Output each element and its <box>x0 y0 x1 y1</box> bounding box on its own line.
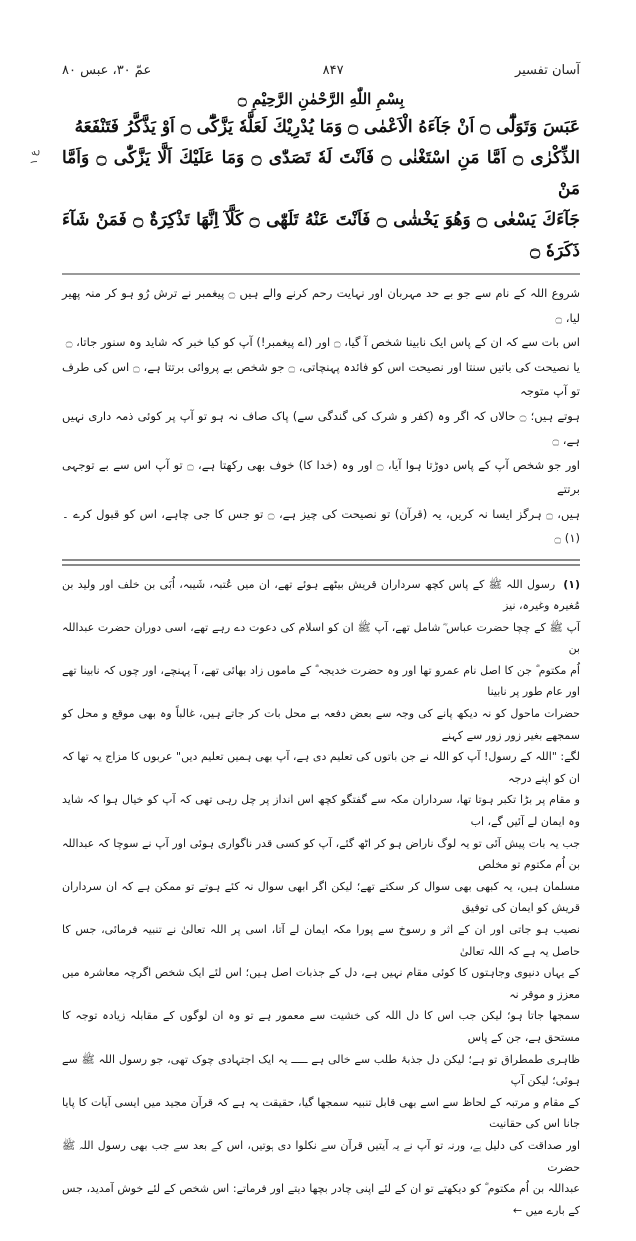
translation-line: یا نصیحت کی باتیں سنتا اور نصیحت اس کو فائدہ پہنچاتی، ۝ جو شخص بے پروائی برتتا ہے، ۝ اس کی طرف تو آپ متوجہ <box>62 359 580 398</box>
footnote-line: جب یہ بات پیش آئی تو یہ لوگ ناراض ہو کر اٹھ گئے، آپ کو کسی قدر ناگواری ہوئی اور آپ نے سوچا کہ عبداللہ بن اُم مکتوم تو مخلص <box>62 836 580 872</box>
arabic-line: عَبَسَ وَتَوَلّٰٓى ۝ اَنْ جَآءَهُ الْاَعْمٰى ۝ وَمَا يُدْرِيْكَ لَعَلَّهٗ يَزَّكّٰٓى ۝ اَوْ يَذَّكَّرُ فَتَنْفَعَهُ <box>74 117 580 137</box>
footnote-line: و مقام پر بڑا تکبر ہوتا تھا، سرداران مکہ سے گفتگو کچھ اس انداز پر چل رہی تھی کہ آپ کو خیال ہوا کہ شاید وہ ایمان لے آئیں گے، اب <box>62 793 580 829</box>
verse-translation-divider <box>62 273 580 275</box>
footnote-number: (۱) <box>563 577 580 591</box>
footnote-line: ظاہری طمطراق تو ہے؛ لیکن دل جذبۂ طلب سے خالی ہے ـــــ یہ ایک اجتہادی چوک تھی، جو رسول اللہ ﷺ سے ہوئی؛ لیکن آپ <box>62 1052 580 1088</box>
arabic-verses <box>62 112 580 267</box>
footnote-line: نصیب ہو جاتی اور ان کے اثر و رسوخ سے پورا مکہ ایمان لے آتا، اسی پر اللہ تعالیٰ نے تنبیہ فرمائی، جس کا حاصل یہ ہے کہ اللہ تعالیٰ <box>62 923 580 958</box>
footnote-line: اُم مکتوم ؓ جن کا اصل نام عمرو تھا اور وہ حضرت خدیجہ ؓ کے ماموں زاد بھائی تھے، آ پہنچے، اور چوں کہ نابینا تھے اور عام طور پر نابینا <box>62 663 580 699</box>
urdu-translation <box>62 281 580 551</box>
footnote-line: کے مقام و مرتبہ کے لحاظ سے اسے بھی قابل تنبیہ سمجھا گیا، حقیقت یہ ہے کہ قرآن مجید میں ایسی آیات کا پایا جانا اس کی حقانیت <box>62 1095 580 1131</box>
page-number: ۸۴۷ <box>322 63 344 78</box>
page-header <box>62 60 580 82</box>
arabic-line: جَآءَكَ يَسْعٰى ۝ وَهُوَ يَخْشٰى ۝ فَاَنْتَ عَنْهُ تَلَهّٰى ۝ كَلَّآ اِنَّهَا تَذْكِرَةٌ ۝ فَمَنْ شَآءَ ذَكَرَهٗ ۝ <box>62 210 580 261</box>
footnotes <box>62 574 580 1222</box>
footnote-line: کے یہاں دنیوی وجاہتوں کا کوئی مقام نہیں ہے، دل کے جذبات اصل ہیں؛ اس لئے ایک شخص اگرچہ معاشرہ میں معزز و موقر نہ <box>62 966 580 1001</box>
footnote-line: لگے: "اللہ کے رسول! آپ کو اللہ نے جن باتوں کی تعلیم دی ہے، آپ بھی ہمیں تعلیم دیں" عربوں کا مزاج یہ تھا کہ ان کو اپنے درجہ <box>62 750 580 785</box>
footnote-line: آپ ﷺ کے چچا حضرت عباس ؓ شامل تھے، آپ ﷺ ان کو اسلام کی دعوت دے رہے تھے، اسی دوران حضرت عبداللہ بن <box>62 620 580 656</box>
book-title: آسان تفسیر <box>514 63 580 78</box>
footnote-line: سمجھا جاتا ہو؛ لیکن جب اس کا دل اللہ کی خشیت سے معمور ہے تو وہ ان لوگوں کے مقابلہ زیادہ توجہ کا مستحق ہے، جن کے پاس <box>62 1009 580 1044</box>
footnote-line: عبداللہ بن اُم مکتوم ؓ کو دیکھتے تو ان کے لئے اپنی چادر بچھا دیتے اور فرماتے: اس شخص کے لئے خوش آمدید، جس کے بارے میں ← <box>62 1182 580 1217</box>
footnote-line <box>62 574 580 617</box>
translation-line: اور جو شخص آپ کے پاس دوڑتا ہوا آیا، ۝ اور وہ (خدا کا) خوف بھی رکھتا ہے، ۝ تو آپ اس سے بے توجہی برتتے <box>62 457 581 496</box>
translation-line: شروع اللہ کے نام سے جو بے حد مہربان اور نہایت رحم کرنے والے ہیں ۝ پیغمبر نے ترش رُو ہو کر منہ پھیر لیا، ۝ <box>62 286 580 325</box>
footnote-divider <box>62 559 580 566</box>
bismillah: بِسْمِ اللّٰهِ الرَّحْمٰنِ الرَّحِيْمِ ۝ <box>237 90 405 108</box>
footnote-line: اور صداقت کی دلیل ہے، ورنہ تو آپ نے یہ آیتیں قرآن سے نکلوا دی ہوتیں، اس کے بعد سے جب بھی رسول اللہ ﷺ حضرت <box>62 1138 580 1174</box>
ruku-marker: ع ۱ <box>29 150 40 165</box>
footnote-line: مسلمان ہیں، یہ کبھی بھی سوال کر سکتے تھے؛ لیکن اگر ابھی سوال نہ کئے ہوتے تو ممکن ہے کہ ان سرداران قریش کو ایمان کی توفیق <box>62 879 580 915</box>
footnote-text: رسول اللہ ﷺ کے پاس کچھ سرداران قریش بیٹھے ہوئے تھے، ان میں عُتبہ، شَیبہ، اُبَی بن خلف اور ولید بن مُغیرہ وغیرہ، نیز <box>62 577 580 613</box>
translation-line: اس بات سے کہ ان کے پاس ایک نابینا شخص آ گیا، ۝ اور (اے پیغمبر!) آپ کو کیا خبر کہ شاید وہ سنور جاتا، ۝ <box>65 335 580 349</box>
arabic-line: الذِّكْرٰى ۝ اَمَّا مَنِ اسْتَغْنٰى ۝ فَاَنْتَ لَهٗ تَصَدّٰى ۝ وَمَا عَلَيْكَ اَلَّا يَزَّكّٰى ۝ وَاَمَّا مَنْ <box>62 148 581 199</box>
surah-reference: عمّ ۳۰، عبس ۸۰ <box>62 63 152 78</box>
translation-line: ہوتے ہیں؛ ۝ حالاں کہ اگر وہ (کفر و شرک کی گندگی سے) پاک صاف نہ ہو تو آپ پر کوئی ذمہ داری نہیں ہے، ۝ <box>62 408 580 447</box>
translation-line: ہیں، ۝ ہرگز ایسا نہ کریں، یہ (قرآن) تو نصیحت کی چیز ہے، ۝ تو جس کا جی چاہے، اس کو قبول کرے ۔ (۱) ۝ <box>62 506 580 545</box>
footnote-line: حضرات ماحول کو نہ دیکھ پانے کی وجہ سے بعض دفعہ بے محل بات کر جاتے ہیں، غالباً وہ بھی موقع و محل کو سمجھے بغیر زور زور سے کہنے <box>62 707 580 742</box>
